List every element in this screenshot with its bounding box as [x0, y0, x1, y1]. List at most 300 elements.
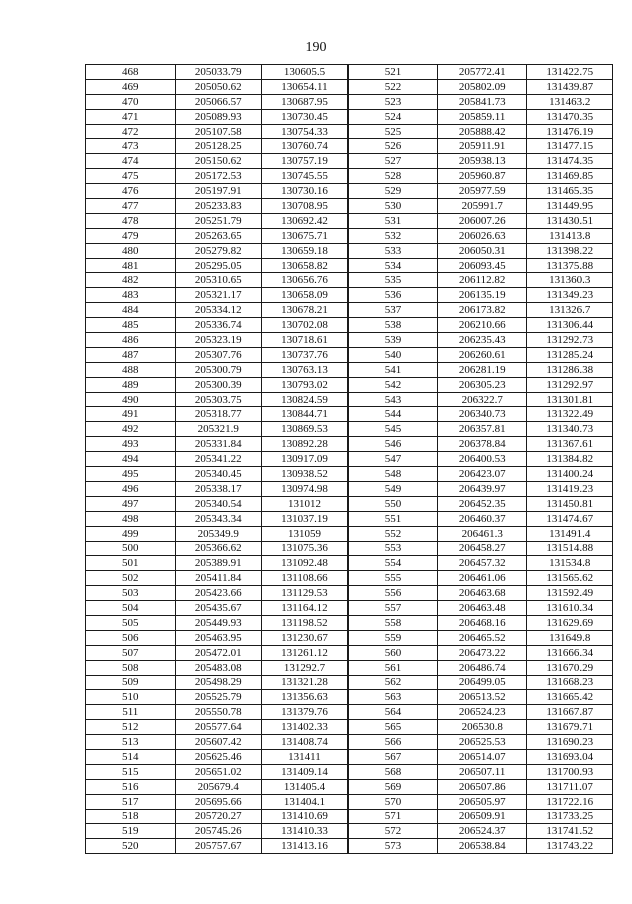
- left-point-number: 506: [86, 630, 176, 645]
- right-x-coordinate: 206458.27: [437, 541, 527, 556]
- table-row: [86, 720, 613, 735]
- right-x-coordinate: 206473.22: [437, 645, 527, 660]
- left-point-number: 491: [86, 407, 176, 422]
- table-row: [86, 273, 613, 288]
- left-x-coordinate: 205318.77: [175, 407, 261, 422]
- left-y-coordinate: 131410.69: [261, 809, 347, 824]
- left-point-number: 476: [86, 184, 176, 199]
- left-x-coordinate: 205300.39: [175, 377, 261, 392]
- right-y-coordinate: 131477.15: [527, 139, 613, 154]
- left-y-coordinate: 130702.08: [261, 318, 347, 333]
- right-x-coordinate: 206463.68: [437, 586, 527, 601]
- left-x-coordinate: 205366.62: [175, 541, 261, 556]
- left-y-coordinate: 131037.19: [261, 511, 347, 526]
- left-x-coordinate: 205349.9: [175, 526, 261, 541]
- left-y-coordinate: 131404.1: [261, 794, 347, 809]
- table-row: [86, 586, 613, 601]
- left-point-number: 507: [86, 645, 176, 660]
- right-y-coordinate: 131668.23: [527, 675, 613, 690]
- right-point-number: 525: [348, 124, 438, 139]
- right-x-coordinate: 206400.53: [437, 452, 527, 467]
- right-point-number: 530: [348, 199, 438, 214]
- table-row: [86, 228, 613, 243]
- right-x-coordinate: 206507.86: [437, 779, 527, 794]
- right-x-coordinate: 205938.13: [437, 154, 527, 169]
- left-y-coordinate: 130656.76: [261, 273, 347, 288]
- right-point-number: 540: [348, 347, 438, 362]
- left-point-number: 515: [86, 764, 176, 779]
- right-point-number: 571: [348, 809, 438, 824]
- right-point-number: 568: [348, 764, 438, 779]
- right-point-number: 521: [348, 65, 438, 80]
- table-row: [86, 407, 613, 422]
- left-point-number: 514: [86, 749, 176, 764]
- right-y-coordinate: 131450.81: [527, 496, 613, 511]
- left-y-coordinate: 130754.33: [261, 124, 347, 139]
- right-x-coordinate: 206260.61: [437, 347, 527, 362]
- left-x-coordinate: 205745.26: [175, 824, 261, 839]
- right-point-number: 546: [348, 437, 438, 452]
- table-row: [86, 362, 613, 377]
- right-y-coordinate: 131439.87: [527, 79, 613, 94]
- right-x-coordinate: 206210.66: [437, 318, 527, 333]
- right-x-coordinate: 206524.23: [437, 705, 527, 720]
- left-y-coordinate: 131164.12: [261, 601, 347, 616]
- right-x-coordinate: 206468.16: [437, 615, 527, 630]
- left-y-coordinate: 131108.66: [261, 571, 347, 586]
- left-point-number: 471: [86, 109, 176, 124]
- left-x-coordinate: 205435.67: [175, 601, 261, 616]
- left-y-coordinate: 131198.52: [261, 615, 347, 630]
- right-point-number: 552: [348, 526, 438, 541]
- right-point-number: 567: [348, 749, 438, 764]
- right-y-coordinate: 131629.69: [527, 615, 613, 630]
- left-point-number: 469: [86, 79, 176, 94]
- left-point-number: 505: [86, 615, 176, 630]
- right-y-coordinate: 131610.34: [527, 601, 613, 616]
- right-point-number: 566: [348, 735, 438, 750]
- right-x-coordinate: 205991.7: [437, 199, 527, 214]
- right-point-number: 555: [348, 571, 438, 586]
- right-y-coordinate: 131592.49: [527, 586, 613, 601]
- left-y-coordinate: 130760.74: [261, 139, 347, 154]
- right-x-coordinate: 206465.52: [437, 630, 527, 645]
- right-y-coordinate: 131741.52: [527, 824, 613, 839]
- left-y-coordinate: 131405.4: [261, 779, 347, 794]
- table-row: [86, 660, 613, 675]
- right-x-coordinate: 206135.19: [437, 288, 527, 303]
- right-x-coordinate: 206463.48: [437, 601, 527, 616]
- left-point-number: 494: [86, 452, 176, 467]
- left-point-number: 495: [86, 467, 176, 482]
- left-point-number: 497: [86, 496, 176, 511]
- right-point-number: 553: [348, 541, 438, 556]
- left-y-coordinate: 130687.95: [261, 94, 347, 109]
- left-point-number: 481: [86, 258, 176, 273]
- right-point-number: 569: [348, 779, 438, 794]
- left-point-number: 477: [86, 199, 176, 214]
- left-x-coordinate: 205321.9: [175, 422, 261, 437]
- table-row: [86, 437, 613, 452]
- right-y-coordinate: 131649.8: [527, 630, 613, 645]
- left-x-coordinate: 205321.17: [175, 288, 261, 303]
- right-point-number: 554: [348, 556, 438, 571]
- table-row: [86, 392, 613, 407]
- right-y-coordinate: 131700.93: [527, 764, 613, 779]
- table-row: [86, 243, 613, 258]
- left-point-number: 492: [86, 422, 176, 437]
- table-row: [86, 139, 613, 154]
- right-y-coordinate: 131375.88: [527, 258, 613, 273]
- right-point-number: 547: [348, 452, 438, 467]
- left-x-coordinate: 205625.46: [175, 749, 261, 764]
- left-x-coordinate: 205607.42: [175, 735, 261, 750]
- right-x-coordinate: 206460.37: [437, 511, 527, 526]
- left-y-coordinate: 130917.09: [261, 452, 347, 467]
- left-y-coordinate: 130658.09: [261, 288, 347, 303]
- left-point-number: 479: [86, 228, 176, 243]
- right-point-number: 559: [348, 630, 438, 645]
- right-x-coordinate: 206509.91: [437, 809, 527, 824]
- right-point-number: 572: [348, 824, 438, 839]
- right-y-coordinate: 131565.62: [527, 571, 613, 586]
- left-point-number: 499: [86, 526, 176, 541]
- right-y-coordinate: 131384.82: [527, 452, 613, 467]
- left-y-coordinate: 130763.13: [261, 362, 347, 377]
- left-point-number: 517: [86, 794, 176, 809]
- right-y-coordinate: 131285.24: [527, 347, 613, 362]
- right-x-coordinate: 206457.32: [437, 556, 527, 571]
- left-x-coordinate: 205757.67: [175, 839, 261, 854]
- right-y-coordinate: 131400.24: [527, 467, 613, 482]
- left-x-coordinate: 205033.79: [175, 65, 261, 80]
- table-row: [86, 318, 613, 333]
- left-point-number: 500: [86, 541, 176, 556]
- left-point-number: 501: [86, 556, 176, 571]
- left-point-number: 508: [86, 660, 176, 675]
- left-x-coordinate: 205150.62: [175, 154, 261, 169]
- left-y-coordinate: 130678.21: [261, 303, 347, 318]
- left-x-coordinate: 205050.62: [175, 79, 261, 94]
- right-point-number: 533: [348, 243, 438, 258]
- right-point-number: 542: [348, 377, 438, 392]
- right-x-coordinate: 206322.7: [437, 392, 527, 407]
- right-y-coordinate: 131514.88: [527, 541, 613, 556]
- right-y-coordinate: 131743.22: [527, 839, 613, 854]
- table-row: [86, 764, 613, 779]
- right-point-number: 570: [348, 794, 438, 809]
- table-row: [86, 452, 613, 467]
- right-y-coordinate: 131474.67: [527, 511, 613, 526]
- right-point-number: 551: [348, 511, 438, 526]
- left-x-coordinate: 205172.53: [175, 169, 261, 184]
- right-point-number: 535: [348, 273, 438, 288]
- left-x-coordinate: 205338.17: [175, 481, 261, 496]
- right-y-coordinate: 131422.75: [527, 65, 613, 80]
- right-x-coordinate: 205888.42: [437, 124, 527, 139]
- table-row: [86, 124, 613, 139]
- left-y-coordinate: 130737.76: [261, 347, 347, 362]
- left-x-coordinate: 205295.05: [175, 258, 261, 273]
- left-point-number: 509: [86, 675, 176, 690]
- right-y-coordinate: 131301.81: [527, 392, 613, 407]
- right-y-coordinate: 131534.8: [527, 556, 613, 571]
- left-point-number: 490: [86, 392, 176, 407]
- table-row: [86, 213, 613, 228]
- right-y-coordinate: 131292.73: [527, 333, 613, 348]
- right-point-number: 538: [348, 318, 438, 333]
- table-row: [86, 615, 613, 630]
- right-y-coordinate: 131693.04: [527, 749, 613, 764]
- left-x-coordinate: 205251.79: [175, 213, 261, 228]
- left-point-number: 520: [86, 839, 176, 854]
- table-row: [86, 675, 613, 690]
- right-x-coordinate: 206486.74: [437, 660, 527, 675]
- table-row: [86, 377, 613, 392]
- coordinates-table: [85, 64, 613, 854]
- table-row: [86, 481, 613, 496]
- left-x-coordinate: 205197.91: [175, 184, 261, 199]
- table-row: [86, 347, 613, 362]
- right-point-number: 539: [348, 333, 438, 348]
- table-row: [86, 630, 613, 645]
- right-x-coordinate: 206513.52: [437, 690, 527, 705]
- left-point-number: 472: [86, 124, 176, 139]
- left-y-coordinate: 130708.95: [261, 199, 347, 214]
- left-x-coordinate: 205651.02: [175, 764, 261, 779]
- table-row: [86, 556, 613, 571]
- left-y-coordinate: 131321.28: [261, 675, 347, 690]
- left-point-number: 512: [86, 720, 176, 735]
- table-row: [86, 690, 613, 705]
- left-y-coordinate: 130757.19: [261, 154, 347, 169]
- right-x-coordinate: 206340.73: [437, 407, 527, 422]
- right-x-coordinate: 206525.53: [437, 735, 527, 750]
- left-x-coordinate: 205279.82: [175, 243, 261, 258]
- right-x-coordinate: 205859.11: [437, 109, 527, 124]
- table-row: [86, 779, 613, 794]
- left-point-number: 478: [86, 213, 176, 228]
- right-y-coordinate: 131470.35: [527, 109, 613, 124]
- table-row: [86, 511, 613, 526]
- right-y-coordinate: 131360.3: [527, 273, 613, 288]
- left-x-coordinate: 205483.08: [175, 660, 261, 675]
- left-x-coordinate: 205066.57: [175, 94, 261, 109]
- right-y-coordinate: 131670.29: [527, 660, 613, 675]
- left-x-coordinate: 205525.79: [175, 690, 261, 705]
- left-y-coordinate: 131129.53: [261, 586, 347, 601]
- right-point-number: 526: [348, 139, 438, 154]
- left-y-coordinate: 131402.33: [261, 720, 347, 735]
- right-point-number: 531: [348, 213, 438, 228]
- right-point-number: 562: [348, 675, 438, 690]
- left-x-coordinate: 205423.66: [175, 586, 261, 601]
- right-y-coordinate: 131465.35: [527, 184, 613, 199]
- left-y-coordinate: 131292.7: [261, 660, 347, 675]
- right-point-number: 543: [348, 392, 438, 407]
- right-x-coordinate: 206281.19: [437, 362, 527, 377]
- left-y-coordinate: 130745.55: [261, 169, 347, 184]
- right-x-coordinate: 205977.59: [437, 184, 527, 199]
- left-x-coordinate: 205128.25: [175, 139, 261, 154]
- left-point-number: 502: [86, 571, 176, 586]
- right-x-coordinate: 206357.81: [437, 422, 527, 437]
- left-point-number: 504: [86, 601, 176, 616]
- right-y-coordinate: 131711.07: [527, 779, 613, 794]
- left-point-number: 468: [86, 65, 176, 80]
- right-x-coordinate: 205802.09: [437, 79, 527, 94]
- right-y-coordinate: 131349.23: [527, 288, 613, 303]
- right-point-number: 561: [348, 660, 438, 675]
- table-row: [86, 571, 613, 586]
- right-x-coordinate: 205960.87: [437, 169, 527, 184]
- left-point-number: 484: [86, 303, 176, 318]
- table-row: [86, 65, 613, 80]
- right-y-coordinate: 131722.16: [527, 794, 613, 809]
- right-x-coordinate: 206026.63: [437, 228, 527, 243]
- table-row: [86, 154, 613, 169]
- right-y-coordinate: 131413.8: [527, 228, 613, 243]
- left-point-number: 482: [86, 273, 176, 288]
- right-y-coordinate: 131491.4: [527, 526, 613, 541]
- table-row: [86, 749, 613, 764]
- right-x-coordinate: 206461.06: [437, 571, 527, 586]
- table-row: [86, 824, 613, 839]
- right-point-number: 560: [348, 645, 438, 660]
- left-x-coordinate: 205331.84: [175, 437, 261, 452]
- right-y-coordinate: 131306.44: [527, 318, 613, 333]
- left-y-coordinate: 130692.42: [261, 213, 347, 228]
- left-x-coordinate: 205233.83: [175, 199, 261, 214]
- right-y-coordinate: 131463.2: [527, 94, 613, 109]
- right-y-coordinate: 131340.73: [527, 422, 613, 437]
- right-y-coordinate: 131690.23: [527, 735, 613, 750]
- table-row: [86, 794, 613, 809]
- left-y-coordinate: 130892.28: [261, 437, 347, 452]
- table-row: [86, 839, 613, 854]
- right-point-number: 528: [348, 169, 438, 184]
- table-row: [86, 541, 613, 556]
- right-y-coordinate: 131449.95: [527, 199, 613, 214]
- left-x-coordinate: 205310.65: [175, 273, 261, 288]
- left-x-coordinate: 205340.45: [175, 467, 261, 482]
- left-y-coordinate: 131413.16: [261, 839, 347, 854]
- right-y-coordinate: 131469.85: [527, 169, 613, 184]
- right-point-number: 548: [348, 467, 438, 482]
- left-point-number: 480: [86, 243, 176, 258]
- right-y-coordinate: 131476.19: [527, 124, 613, 139]
- left-y-coordinate: 131356.63: [261, 690, 347, 705]
- left-point-number: 485: [86, 318, 176, 333]
- right-x-coordinate: 206439.97: [437, 481, 527, 496]
- left-y-coordinate: 131230.67: [261, 630, 347, 645]
- right-y-coordinate: 131733.25: [527, 809, 613, 824]
- left-y-coordinate: 131411: [261, 749, 347, 764]
- right-x-coordinate: 206505.97: [437, 794, 527, 809]
- right-point-number: 537: [348, 303, 438, 318]
- right-y-coordinate: 131666.34: [527, 645, 613, 660]
- left-x-coordinate: 205577.64: [175, 720, 261, 735]
- left-y-coordinate: 130675.71: [261, 228, 347, 243]
- right-x-coordinate: 205841.73: [437, 94, 527, 109]
- right-point-number: 565: [348, 720, 438, 735]
- right-point-number: 556: [348, 586, 438, 601]
- left-point-number: 503: [86, 586, 176, 601]
- left-x-coordinate: 205303.75: [175, 392, 261, 407]
- table-row: [86, 422, 613, 437]
- left-x-coordinate: 205411.84: [175, 571, 261, 586]
- right-x-coordinate: 206112.82: [437, 273, 527, 288]
- left-y-coordinate: 130793.02: [261, 377, 347, 392]
- table-row: [86, 258, 613, 273]
- left-y-coordinate: 130659.18: [261, 243, 347, 258]
- right-x-coordinate: 206507.11: [437, 764, 527, 779]
- right-x-coordinate: 206461.3: [437, 526, 527, 541]
- right-y-coordinate: 131679.71: [527, 720, 613, 735]
- left-x-coordinate: 205307.76: [175, 347, 261, 362]
- left-point-number: 488: [86, 362, 176, 377]
- right-point-number: 529: [348, 184, 438, 199]
- left-x-coordinate: 205472.01: [175, 645, 261, 660]
- right-x-coordinate: 205772.41: [437, 65, 527, 80]
- left-point-number: 513: [86, 735, 176, 750]
- left-y-coordinate: 130844.71: [261, 407, 347, 422]
- left-point-number: 518: [86, 809, 176, 824]
- left-y-coordinate: 131075.36: [261, 541, 347, 556]
- left-point-number: 474: [86, 154, 176, 169]
- right-x-coordinate: 206093.45: [437, 258, 527, 273]
- right-x-coordinate: 206305.23: [437, 377, 527, 392]
- left-x-coordinate: 205389.91: [175, 556, 261, 571]
- left-y-coordinate: 130974.98: [261, 481, 347, 496]
- right-y-coordinate: 131419.23: [527, 481, 613, 496]
- right-point-number: 563: [348, 690, 438, 705]
- left-point-number: 516: [86, 779, 176, 794]
- left-point-number: 487: [86, 347, 176, 362]
- right-point-number: 564: [348, 705, 438, 720]
- left-x-coordinate: 205107.58: [175, 124, 261, 139]
- table-row: [86, 333, 613, 348]
- right-point-number: 532: [348, 228, 438, 243]
- left-point-number: 510: [86, 690, 176, 705]
- table-row: [86, 735, 613, 750]
- left-y-coordinate: 130730.16: [261, 184, 347, 199]
- right-point-number: 527: [348, 154, 438, 169]
- table-row: [86, 79, 613, 94]
- table-row: [86, 705, 613, 720]
- left-x-coordinate: 205300.79: [175, 362, 261, 377]
- right-point-number: 557: [348, 601, 438, 616]
- left-y-coordinate: 130938.52: [261, 467, 347, 482]
- left-y-coordinate: 130658.82: [261, 258, 347, 273]
- left-x-coordinate: 205550.78: [175, 705, 261, 720]
- right-y-coordinate: 131398.22: [527, 243, 613, 258]
- left-x-coordinate: 205720.27: [175, 809, 261, 824]
- right-x-coordinate: 206452.35: [437, 496, 527, 511]
- table-row: [86, 303, 613, 318]
- left-x-coordinate: 205323.19: [175, 333, 261, 348]
- left-point-number: 498: [86, 511, 176, 526]
- left-y-coordinate: 130869.53: [261, 422, 347, 437]
- table-row: [86, 199, 613, 214]
- right-x-coordinate: 206514.07: [437, 749, 527, 764]
- right-y-coordinate: 131667.87: [527, 705, 613, 720]
- left-x-coordinate: 205263.65: [175, 228, 261, 243]
- left-point-number: 511: [86, 705, 176, 720]
- table-row: [86, 288, 613, 303]
- left-y-coordinate: 131092.48: [261, 556, 347, 571]
- table-row: [86, 184, 613, 199]
